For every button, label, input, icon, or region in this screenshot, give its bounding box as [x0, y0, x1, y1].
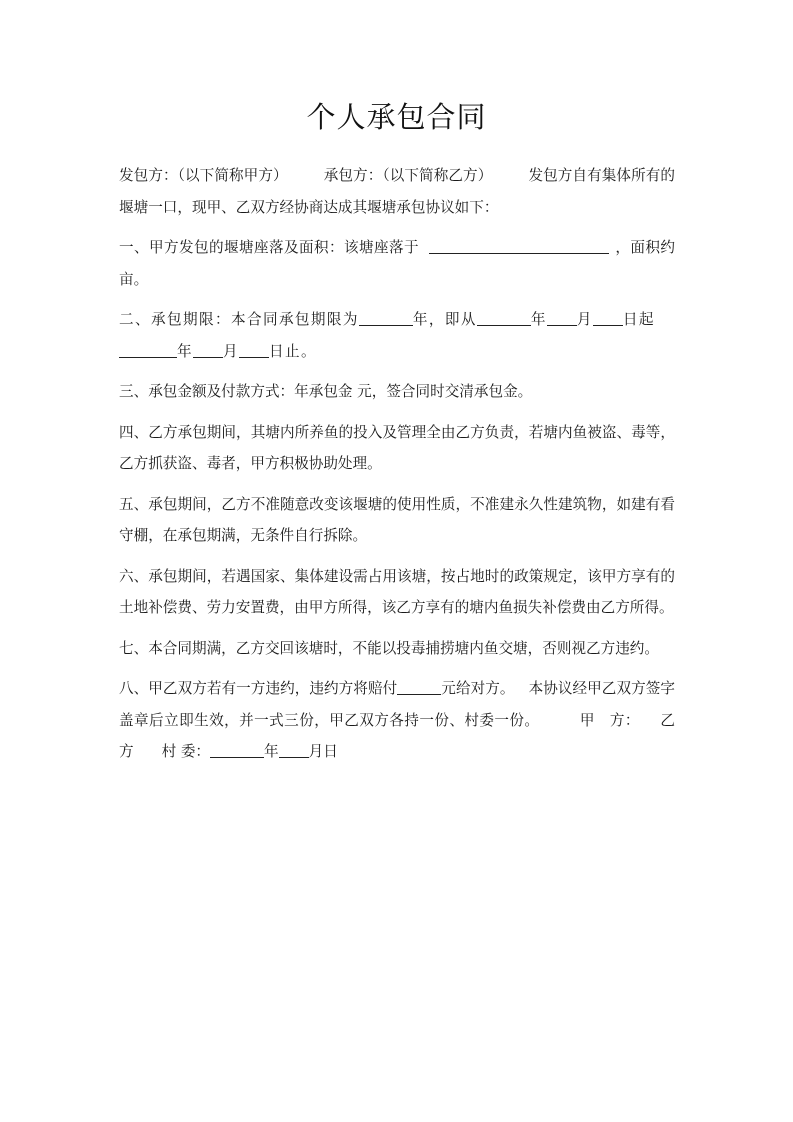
clause-2-from: 年，即从: [412, 311, 477, 328]
sign-month-blank: [279, 741, 309, 758]
clause-2: [119, 304, 675, 367]
clause-2-end-month: 月: [223, 342, 239, 360]
sign-year-label: 年: [264, 743, 279, 760]
party-b-label: 承包方：（以下简称乙方）: [323, 167, 493, 184]
clause-4: 四、乙方承包期间，其塘内所养鱼的投入及管理全由乙方负责，若塘内鱼被盗、毒等，乙方抓获盗、毒者，甲方积极协助处理。: [119, 423, 675, 472]
start-month-blank: [547, 309, 577, 326]
effect-statement: 本协议经甲乙双方签字盖章后立即生效，并一式三份，甲乙双方各持一份、村委一份。: [119, 680, 675, 729]
clause-6: 六、承包期间，若遇国家、集体建设需占用该塘，按占地时的政策规定，该甲方享有的土地补偿费、劳力安置费，由甲方所得，该乙方享有的塘内鱼损失补偿费由乙方所得。: [119, 567, 675, 616]
intro-paragraph: [119, 160, 675, 223]
start-year-blank: [477, 309, 531, 326]
signature-village: 村 委：: [161, 743, 211, 760]
clause-1-text: 一、甲方发包的堰塘座落及面积：该塘座落于: [119, 239, 419, 256]
start-day-blank: [593, 309, 623, 326]
clause-2-text: 二、承包期限：本合同承包期限为: [119, 311, 359, 328]
clause-2-month: 月: [576, 311, 593, 328]
clause-5: 五、承包期间，乙方不准随意改变该堰塘的使用性质，不准建永久性建筑物，如建有看守棚，在承包期满，无条件自行拆除。: [119, 495, 675, 544]
clause-3: 三、承包金额及付款方式：年承包金 元，签合同时交清承包金。: [119, 383, 533, 400]
signature-party-b: 乙方: [119, 711, 675, 760]
clause-2-end: 日止。: [269, 342, 317, 360]
clause-2-end-year: 年: [177, 342, 193, 360]
clause-8: [119, 673, 675, 768]
location-blank: [429, 237, 609, 254]
clause-8-penalty: 元给对方。: [441, 680, 515, 697]
clause-2-start: 日起: [622, 311, 655, 328]
clause-7: 七、本合同期满，乙方交回该塘时，不能以投毒捕捞塘内鱼交塘，否则视乙方违约。: [119, 639, 659, 657]
end-month-blank: [193, 341, 223, 358]
penalty-blank: [397, 678, 441, 695]
end-year-blank: [119, 341, 177, 358]
clause-8-text: 八、甲乙双方若有一方违约，违约方将赔付: [119, 680, 398, 697]
intro-statement: 发包方自有集体所有的堰塘一口，现甲、乙双方经协商达成其堰塘承包协议如下：: [119, 167, 675, 216]
clause-2-year: 年: [530, 311, 547, 328]
party-a-label: 发包方：（以下简称甲方）: [119, 167, 288, 184]
clause-1: [119, 232, 675, 295]
end-day-blank: [239, 341, 269, 358]
signature-party-a: 甲 方：: [579, 711, 640, 729]
sign-date-label: 月日: [308, 743, 338, 760]
document-body: [119, 160, 675, 768]
clause-1-area: ，面积约亩。: [119, 239, 675, 288]
sign-year-blank: [210, 741, 264, 758]
term-years-blank: [359, 309, 413, 326]
document-title: 个人承包合同: [306, 100, 487, 134]
